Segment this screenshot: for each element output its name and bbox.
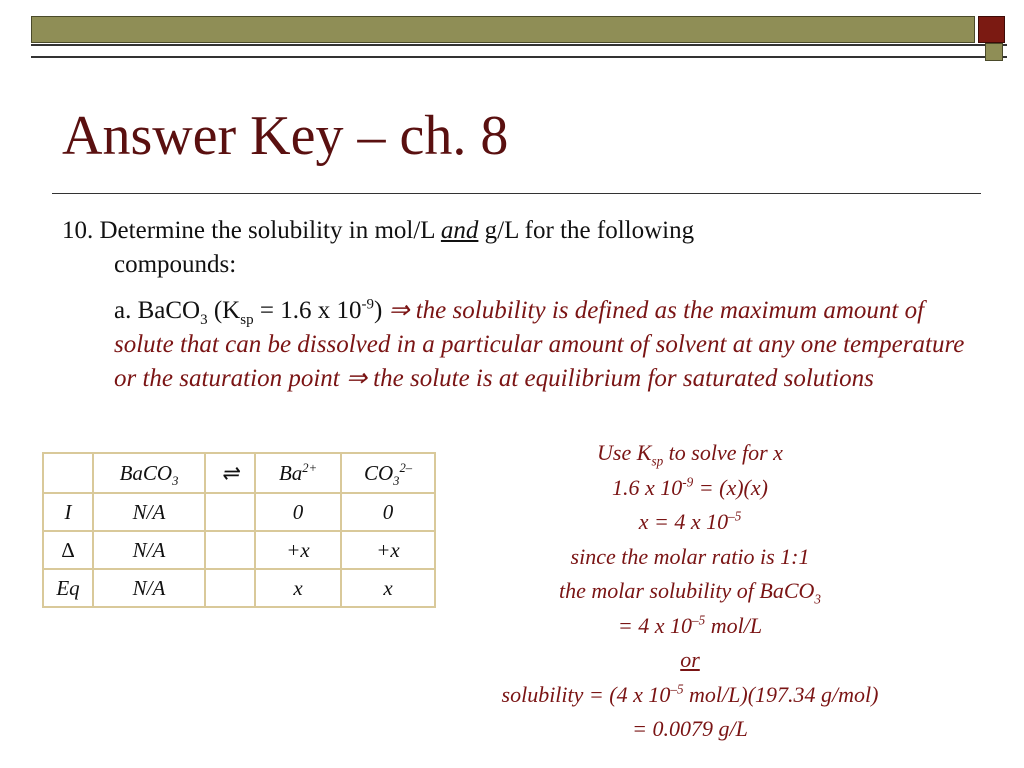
sol-l2-a: 1.6 x 10 xyxy=(612,474,683,500)
accent-square-red xyxy=(978,16,1005,43)
sol-l1-a: Use K xyxy=(597,440,652,465)
ice-cell: N/A xyxy=(93,493,205,531)
ice-header-reactant xyxy=(93,453,205,493)
solution-line-4: since the molar ratio is 1:1 xyxy=(570,543,810,569)
sol-l5-sub: 3 xyxy=(814,591,822,607)
solution-line-1 xyxy=(430,436,950,471)
ice-row-label: I xyxy=(43,493,93,531)
ice-cell: 0 xyxy=(255,493,341,531)
ice-cell xyxy=(205,531,255,569)
ice-header-arrow: ⇌ xyxy=(205,453,255,493)
solution-line-7: or xyxy=(680,647,700,672)
implies-arrow: ⇒ xyxy=(388,297,416,324)
ksp-sub: sp xyxy=(240,312,254,328)
sol-l5-a: the molar solubility of BaCO xyxy=(558,578,815,603)
ice-header-blank xyxy=(43,453,93,493)
sol-l6-sup: –5 xyxy=(692,612,706,628)
question-text xyxy=(62,214,962,282)
question-and: and xyxy=(440,217,479,244)
part-a-label: a. BaCO xyxy=(114,297,201,324)
explanation-2: the solute is at equilibrium for saturated solutions xyxy=(373,365,874,392)
sol-l6-a: = 4 x 10 xyxy=(617,612,693,638)
solution-line-2 xyxy=(430,471,950,506)
sol-l2-b: = (x)(x) xyxy=(693,474,768,500)
ice-cell: 0 xyxy=(341,493,435,531)
solution-line-5 xyxy=(430,574,950,609)
question-text-b: g/L for the following xyxy=(484,217,695,244)
sol-l2-sup: -9 xyxy=(682,474,694,490)
solution-line-6 xyxy=(430,609,950,644)
ice-row-label: Eq xyxy=(43,569,93,607)
ice-header-ion2-sub: 3 xyxy=(393,473,400,488)
sol-l6-b: mol/L xyxy=(705,612,763,638)
ice-row-label: ∆ xyxy=(43,531,93,569)
solution-line-8 xyxy=(430,678,950,713)
ice-cell xyxy=(205,493,255,531)
ksp-close: ) xyxy=(373,297,383,324)
slide-title: Answer Key – ch. 8 xyxy=(62,105,509,167)
ice-cell: x xyxy=(341,569,435,607)
ice-table xyxy=(42,452,436,608)
accent-square-olive xyxy=(985,43,1003,61)
ice-row-equilibrium xyxy=(43,569,435,607)
ice-header-ion2 xyxy=(341,453,435,493)
sol-l8-a: solubility = (4 x 10 xyxy=(501,681,671,707)
sol-l1-sub: sp xyxy=(651,453,664,469)
question-text-c: compounds: xyxy=(114,251,237,278)
header-bar-line xyxy=(31,44,1007,58)
question-text-a: Determine the solubility in mol/L xyxy=(99,217,435,244)
ice-header-ion1-text: Ba xyxy=(278,460,303,485)
ice-cell xyxy=(205,569,255,607)
question-number: 10. xyxy=(62,217,94,244)
solution-steps xyxy=(430,436,950,747)
ksp-exp: -9 xyxy=(361,296,374,313)
ice-cell: N/A xyxy=(93,531,205,569)
title-divider xyxy=(52,193,981,194)
ksp-eq: = 1.6 x 10 xyxy=(253,297,362,324)
solution-line-9: = 0.0079 g/L xyxy=(632,716,748,741)
ice-cell: x xyxy=(255,569,341,607)
ice-cell: N/A xyxy=(93,569,205,607)
sol-l8-sup: –5 xyxy=(670,681,684,697)
solution-line-3 xyxy=(430,505,950,540)
sol-l3-sup: –5 xyxy=(728,508,742,524)
sol-l1-b: to solve for x xyxy=(663,440,783,465)
ice-cell: +x xyxy=(255,531,341,569)
ice-row-change xyxy=(43,531,435,569)
ice-row-initial xyxy=(43,493,435,531)
ice-header-ion2-text: CO xyxy=(363,460,394,485)
ice-header-ion1 xyxy=(255,453,341,493)
implies-arrow-2: ⇒ xyxy=(339,365,374,392)
ice-header-row xyxy=(43,453,435,493)
part-a-sub: 3 xyxy=(200,312,208,328)
ice-header-reactant-sub: 3 xyxy=(172,473,179,488)
ice-header-ion2-sup: 2– xyxy=(399,460,413,475)
sol-l3-a: x = 4 x 10 xyxy=(638,509,729,534)
ice-cell: +x xyxy=(341,531,435,569)
explanation-1: the solubility is defined as the maximum amount of solute that can be dissolved in a particular amount of solvent at any one temperature or the saturation point xyxy=(114,297,965,392)
ice-header-ion1-sup: 2+ xyxy=(302,460,318,475)
ksp-open: (K xyxy=(207,297,241,324)
part-a xyxy=(114,294,974,396)
header-bar xyxy=(31,16,975,43)
ice-header-reactant-text: BaCO xyxy=(119,460,173,485)
sol-l8-b: mol/L)(197.34 g/mol) xyxy=(683,681,879,707)
